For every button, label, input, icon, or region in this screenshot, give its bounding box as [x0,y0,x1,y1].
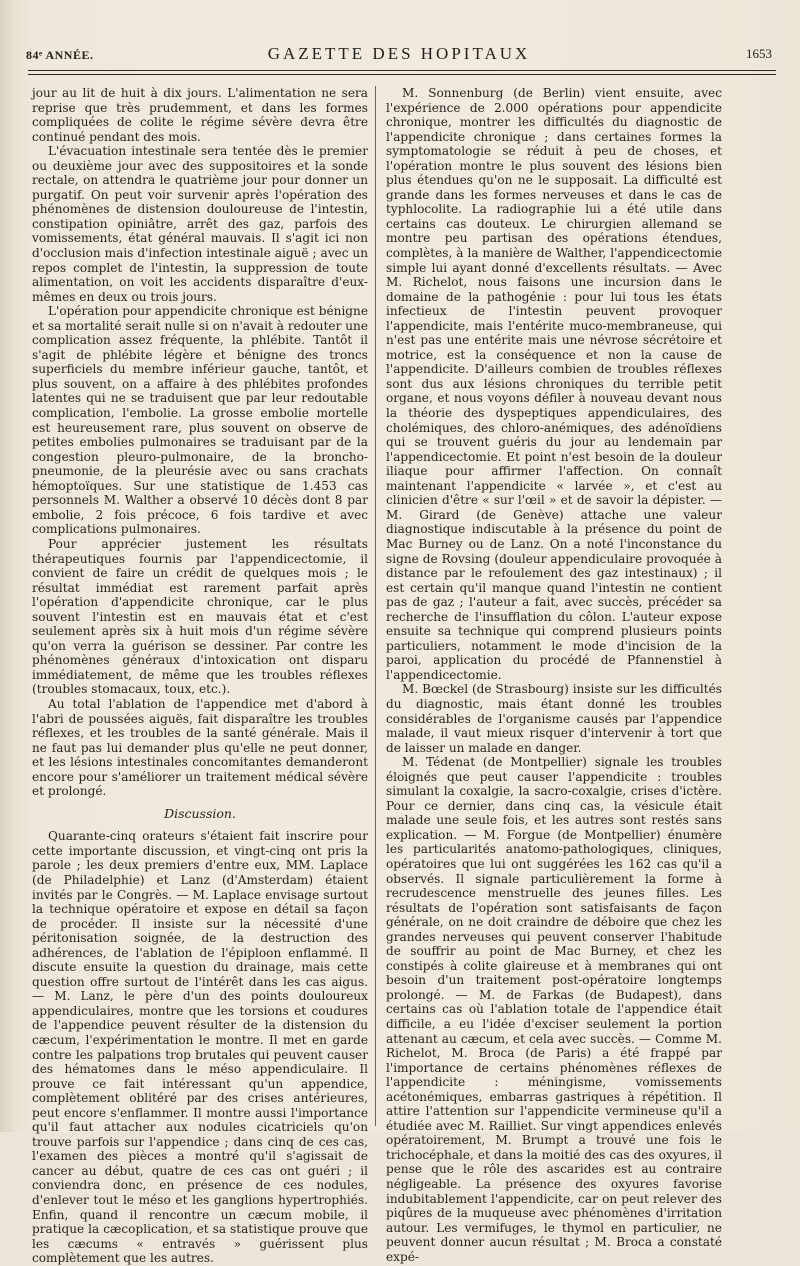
paragraph: L'opération pour appendicite chronique est bénigne et sa mortalité serait nulle si on n'avait à redouter une complication assez fréquente, la phlébite. Tantôt il s'agit de phlébite légère et bénigne des troncs superficiels du membre inférieur gauche, tantôt, et plus souvent, on a affaire à des phlébites profondes latentes qui ne se traduisent que par leur redoutable complication, l'embolie. La grosse embolie mortelle est heureusement rare, plus souvent on observe de petites embolies pulmonaires se traduisant par de la congestion pleuro-pulmonaire, de la broncho-pneumonie, de la pleurésie avec ou sans crachats hémoptoïques. Sur une statistique de 1.453 cas personnels M. Walther a observé 10 décès dont 8 par embolie, 2 fois précoce, 6 fois tardive et avec complications pulmonaires. [32,304,368,537]
page-number: 1653 [746,46,772,61]
header-rule-thin [28,74,776,75]
page-header [26,40,772,72]
volume-label: 84ᵉ ANNÉE. [26,48,94,62]
paragraph: M. Bœckel (de Strasbourg) insiste sur les difficultés du diagnostic, mais étant donné les troubles considérables de l'organisme causés par l'appendice malade, il vaut mieux risquer d'intervenir à tort que de laisser un malade en danger. [386,682,722,755]
paragraph: M. Sonnenburg (de Berlin) vient ensuite, avec l'expérience de 2.000 opérations pour appendicite chronique, montrer les difficultés du diagnostic de l'appendicite chronique ; dans certaines formes la symptomatologie se réduit à peu de choses, et l'opération montre le plus souvent des lésions bien plus étendues qu'on ne le supposait. La difficulté est grande dans les formes nerveuses et dans le cas de typhlocolite. La radiographie lui a été utile dans certains cas douteux. Le chirurgien allemand se montre peu partisan des opérations étendues, complètes, à la manière de Walther, l'appendicectomie simple lui ayant donné d'excellents résultats. — Avec M. Richelot, nous faisons une incursion dans le domaine de la pathogénie : pour lui tous les états infectieux de l'intestin peuvent provoquer l'appendicite, mais l'entérite muco-membraneuse, qui n'est pas une entérite mais une névrose sécrétoire et motrice, est la conséquence et non la cause de l'appendicite. D'ailleurs combien de troubles réflexes sont dus aux lésions chroniques du terrible petit organe, et nous voyons défiler à nouveau devant nous la théorie des dyspeptiques appendiculaires, des cholémiques, des chloro-anémiques, des adénoïdiens qui se trouvent guéris du jour au lendemain par l'appendicectomie. Et point n'est besoin de la douleur iliaque pour affirmer l'affection. On connaît maintenant l'appendicite « larvée », et c'est au clinicien d'être « sur l'œil » et de savoir la dépister. — M. Girard (de Genève) attache une valeur diagnostique indiscutable à la présence du point de Mac Burney ou de Lanz. On a noté l'inconstance du signe de Rovsing (douleur appendiculaire provoquée à distance par le refoulement des gaz intestinaux) ; il est certain qu'il manque quand l'intestin ne contient pas de gaz ; l'auteur a fait, avec succès, précéder sa recherche de l'insufflation du côlon. L'auteur expose ensuite sa technique qui comprend plusieurs points particuliers, notamment le mode d'incision de la paroi, application du procédé de Pfannenstiel à l'appendicectomie. [386,86,722,682]
left-column [32,86,368,1266]
paragraph: Pour apprécier justement les résultats thérapeutiques fournis par l'appendicectomie, il convient de faire un crédit de quelques mois ; le résultat immédiat est rarement parfait après l'opération d'appendicite chronique, car le plus souvent l'intestin est en mauvais état et c'est seulement après six à huit mois d'un régime sévère qu'on verra la guérison se dessiner. Par contre les phénomènes généraux d'intoxication ont disparu immédiatement, de même que les troubles réflexes (troubles stomacaux, toux, etc.). [32,536,368,697]
paragraph: Quarante-cinq orateurs s'étaient fait inscrire pour cette importante discussion, et vingt-cinq ont pris la parole ; les deux premiers d'entre eux, MM. Laplace (de Philadelphie) et Lanz (d'Amsterdam) étaient invités par le Congrès. — M. Laplace envisage surtout la technique opératoire et expose en détail sa façon de procéder. Il insiste sur la nécessité d'une péritonisation soignée, de la destruction des adhérences, de l'ablation de l'épiploon enflammé. Il discute ensuite la question du drainage, mais cette question offre surtout de l'intérêt dans les cas aigus. — M. Lanz, le père d'un des points douloureux appendiculaires, montre que les torsions et coudures de l'appendice peuvent résulter de la distension du cæcum, l'expérimentation le montre. Il met en garde contre les palpations trop brutales qui peuvent causer des hématomes dans le méso appendiculaire. Il prouve ce fait intéressant qu'un appendice, complètement oblitéré par des crises antérieures, peut encore s'enflammer. Il montre aussi l'importance qu'il faut attacher aux nodules cicatriciels qu'on trouve parfois sur l'appendice ; dans cinq de ces cas, l'examen des pièces a montré qu'il s'agissait de cancer au début, quatre de ces cas ont guéri ; il conviendra donc, en présence de ces nodules, d'enlever tout le méso et les ganglions hypertrophiés. Enfin, quand il rencontre un cæcum mobile, il pratique la cæcoplication, et sa statistique prouve que les cæcums « entravés » guérissent plus complètement que les autres. [32,829,368,1266]
paragraph: jour au lit de huit à dix jours. L'alimentation ne sera reprise que très prudemment, et dans les formes compliquées de colite le régime sévère devra être continué pendant des mois. [32,86,368,144]
column-divider [375,86,376,1126]
right-column [386,86,722,1264]
paragraph: Au total l'ablation de l'appendice met d'abord à l'abri de poussées aiguës, fait disparaître les troubles réflexes, et les troubles de la santé générale. Mais il ne faut pas lui demander plus qu'elle ne peut donner, et les lésions intestinales concomitantes demanderont encore pour s'améliorer un traitement médical sévère et prolongé. [32,696,368,799]
header-rule-thick [28,70,776,71]
journal-title: GAZETTE DES HOPITAUX [267,44,531,63]
section-heading: Discussion. [164,805,236,821]
paragraph: M. Tédenat (de Montpellier) signale les troubles éloignés que peut causer l'appendicite : troubles simulant la coxalgie, la sacro-coxalgie, crises d'ictère. Pour ce dernier, dans cinq cas, la vésicule était malade une seule fois, et les autres sont restés sans explication. — M. Forgue (de Montpellier) énumère les particularités anatomo-pathologiques, cliniques, opératoires que lui ont suggérées les 162 cas qu'il a observés. Il signale particulièrement la forme à recrudescence menstruelle des jeunes filles. Les résultats de l'opération sont satisfaisants de façon générale, on ne doit craindre de déboire que chez les grandes nerveuses qui peuvent conserver l'habitude de souffrir au point de Mac Burney, et chez les constipés à colite glaireuse et à membranes qui ont besoin d'un traitement post-opératoire longtemps prolongé. — M. de Farkas (de Budapest), dans certains cas où l'ablation totale de l'appendice était difficile, a eu l'idée d'exciser seulement la portion attenant au cæcum, et cela avec succès. — Comme M. Richelot, M. Broca (de Paris) a été frappé par l'importance de certains phénomènes réflexes de l'appendicite : méningisme, vomissements acétonémiques, embarras gastriques à répétition. Il attire l'attention sur l'appendicite vermineuse qu'il a étudiée avec M. Railliet. Sur vingt appendices enlevés opératoirement, M. Brumpt a trouvé une fois le trichocéphale, et dans la moitié des cas des oxyures, il pense que le rôle des ascarides est au contraire négligeable. La présence des oxyures favorise indubitablement l'appendicite, car on peut relever des piqûres de la muqueuse avec phénomènes d'irritation autour. Les vermifuges, le thymol en particulier, ne peuvent donner aucun résultat ; M. Broca a constaté expé- [386,755,722,1264]
paragraph: L'évacuation intestinale sera tentée dès le premier ou deuxième jour avec des suppositoires et la sonde rectale, on attendra le quatrième jour pour donner un purgatif. On peut voir survenir après l'opération des phénomènes de distension douloureuse de l'intestin, constipation opiniâtre, arrêt des gaz, parfois des vomissements, état général mauvais. Il s'agit ici non d'occlusion mais d'infection intestinale aiguë ; avec un repos complet de l'intestin, la suppression de toute alimentation, on voit les accidents disparaître d'eux-mêmes en deux ou trois jours. [32,144,368,304]
